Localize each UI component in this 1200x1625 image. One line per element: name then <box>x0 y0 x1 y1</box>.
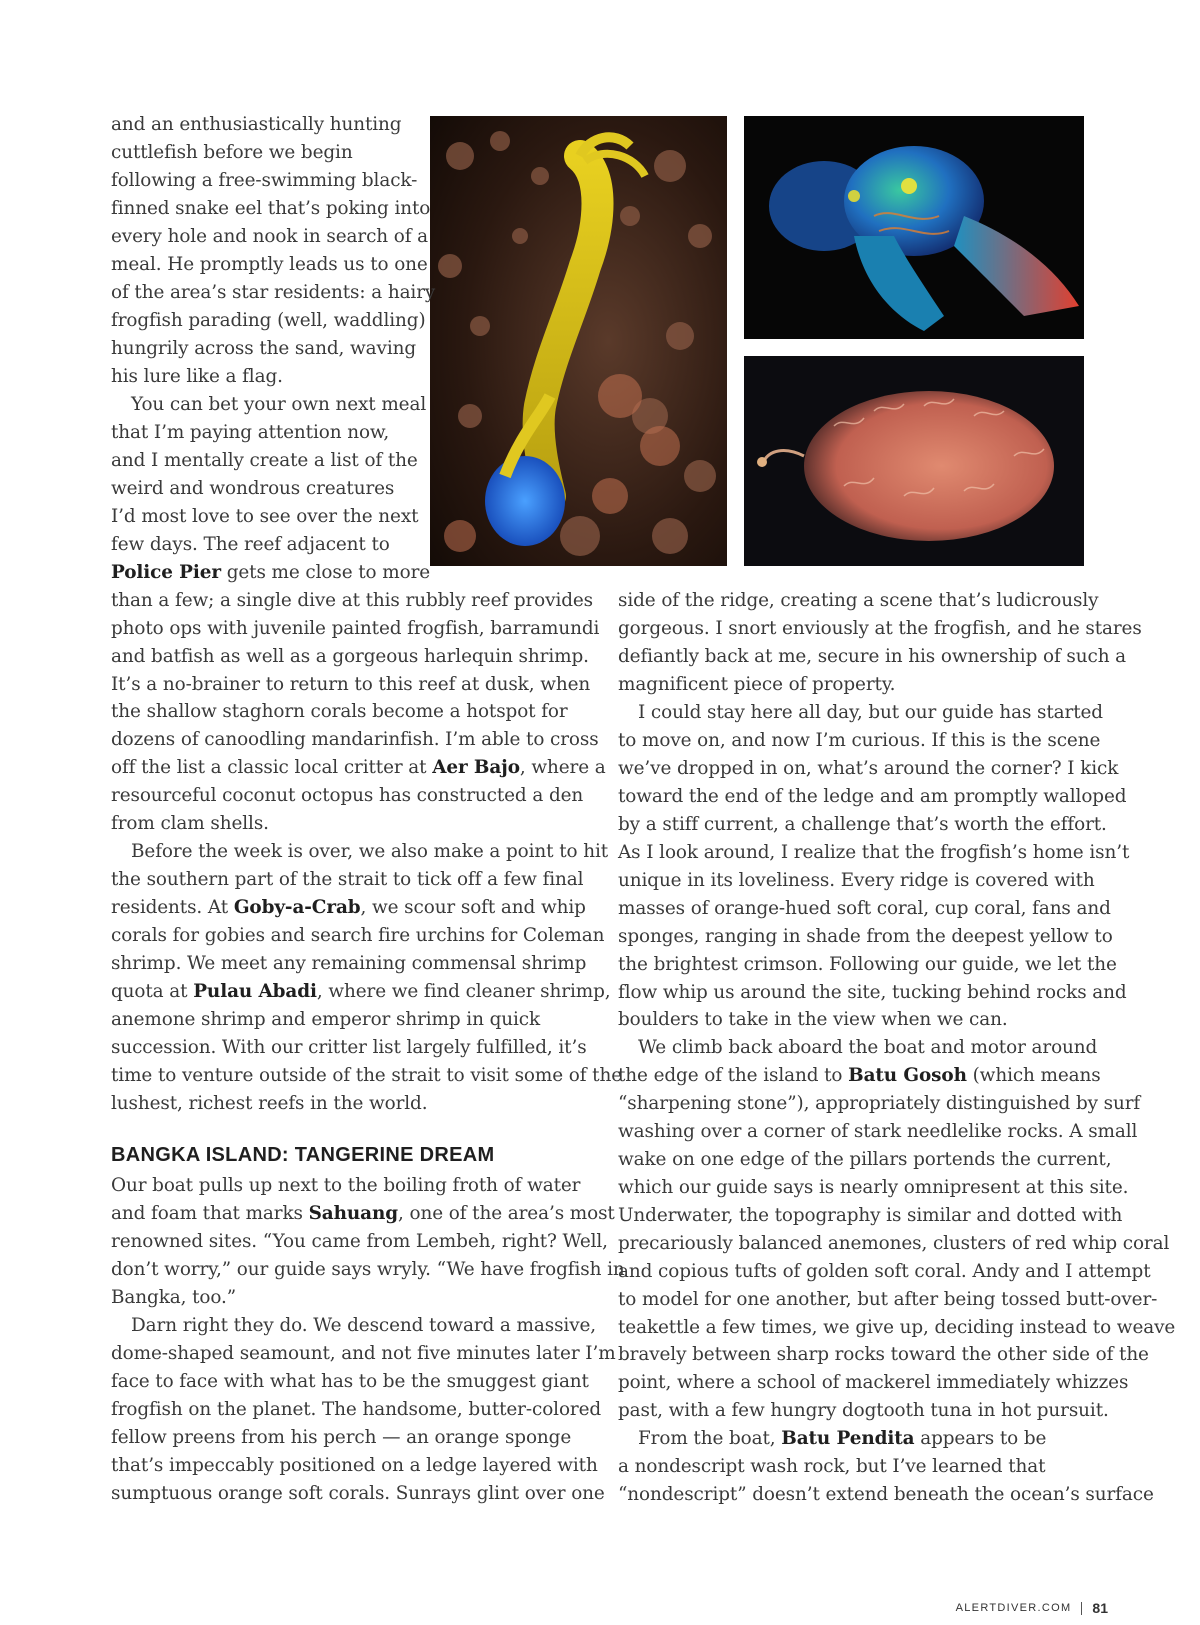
site-name-batu-pendita: Batu Pendita <box>781 1428 915 1449</box>
mandarinfish-photo <box>744 116 1084 339</box>
paragraph-2: You can bet your own next meal that I’m paying attention now, and I mentally create a list of the weird and wondrous creatures I’d most love to see over the next few days. The reef adjacent to Police Pier gets me close to more than a few; a single dive at this rubbly reef provides photo ops with juvenile painted frogfish, barramundi and batfish as well as a gorgeous harlequin shrimp. It’s a no-brainer to return to this reef at dusk, when the shallow staghorn corals become a hotspot for dozens of canoodling mandarinfish. I’m able to cross off the list a classic local critter at Aer Bajo, where a resourceful coconut octopus has constructed a den from clam shells. <box>111 394 606 835</box>
paragraph-4: Our boat pulls up next to the boiling froth of water and foam that marks Sahuang, one of the area’s most renowned sites. “You came from Lembeh, right? Well, don’t worry,” our guide says wryly. “We have frogfish in Bangka, too.” <box>111 1175 625 1308</box>
section-heading: BANGKA ISLAND: TANGERINE DREAM <box>111 1144 495 1166</box>
footer-divider <box>1081 1602 1082 1615</box>
paragraph-5: Darn right they do. We descend toward a massive, dome-shaped seamount, and not five minutes later I’m face to face with what has to be the smuggest giant frogfish on the planet. The handsome, butter-colored fellow preens from his perch — an orange sponge that’s impeccably positioned on a ledge layered with sumptuous orange soft corals. Sunrays glint over one <box>111 1315 616 1504</box>
paragraph-7: I could stay here all day, but our guide has started to move on, and now I’m curious. If this is the scene we’ve dropped in on, what’s around the corner? I kick toward the end of the ledge and am promptly walloped by a stiff current, a challenge that’s worth the effort. As I look around, I realize that the frogfish’s home isn’t unique in its loveliness. Every ridge is covered with masses of orange-hued soft coral, cup coral, fans and sponges, ranging in shade from the deepest yellow to the brightest crimson. Following our guide, we let the flow whip us around the site, tucking behind rocks and boulders to take in the view when we can. <box>618 702 1130 1031</box>
site-name-batu-gosoh: Batu Gosoh <box>848 1064 967 1086</box>
site-name-police-pier: Police Pier <box>111 561 221 583</box>
site-name-sahuang: Sahuang <box>308 1202 399 1224</box>
page-footer <box>956 1600 1108 1616</box>
site-name-aer-bajo: Aer Bajo <box>432 757 520 779</box>
site-name-goby-a-crab: Goby-a-Crab <box>233 896 361 918</box>
hairy-frogfish-photo <box>744 356 1084 566</box>
paragraph-8: We climb back aboard the boat and motor around the edge of the island to Batu Gosoh (which means “sharpening stone”), appropriately distinguished by surf washing over a corner of stark needlelike rocks. A small wake on one edge of the pillars portends the current, which our guide says is nearly omnipresent at this site. Underwater, the topography is similar and dotted with precariously balanced anemones, clusters of red whip coral and copious tufts of golden soft coral. Andy and I attempt to model for one another, but after being tossed butt-over- teakettle a few times, we give up, deciding instead to weave bravely between sharp rocks toward the other side of the point, where a school of mackerel immediately whizzes past, with a few hungry dogtooth tuna in hot pursuit. <box>618 1037 1176 1422</box>
page-number: 81 <box>1092 1600 1108 1616</box>
paragraph-3: Before the week is over, we also make a point to hit the southern part of the strait to tick off a few final residents. At Goby-a-Crab, we scour soft and whip corals for gobies and search fire urchins for Coleman shrimp. We meet any remaining commensal shrimp quota at Pulau Abadi, where we find cleaner shrimp, anemone shrimp and emperor shrimp in quick succession. With our critter list largely fulfilled, it’s time to venture outside of the strait to visit some of the lushest, richest reefs in the world. <box>111 841 622 1114</box>
paragraph-1: and an enthusiastically hunting cuttlefish before we begin following a free-swimming black- finned snake eel that’s poking into every hole and nook in search of a meal. He promptly leads us to one of the area’s star residents: a hairy frogfish parading (well, waddling) hungrily across the sand, waving his lure like a flag. <box>111 114 436 387</box>
site-name-pulau-abadi: Pulau Abadi <box>193 980 317 1002</box>
site-url: ALERTDIVER.COM <box>955 1602 1072 1614</box>
paragraph-9: From the boat, Batu Pendita appears to be a nondescript wash rock, but I’ve learned that “nondescript” doesn’t extend beneath the ocean’s surface <box>618 1428 1154 1505</box>
paragraph-6: side of the ridge, creating a scene that’s ludicrously gorgeous. I snort enviously at the frogfish, and he stares defiantly back at me, secure in his ownership of such a magnificent piece of property. <box>618 590 1142 695</box>
